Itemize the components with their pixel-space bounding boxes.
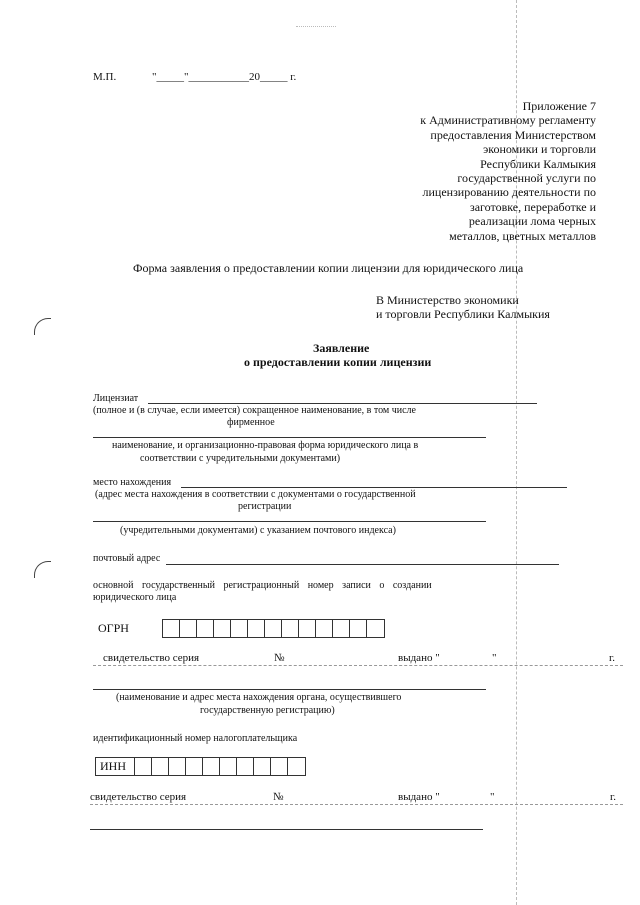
registration-authority-hint: (наименование и адрес места нахождения органа, осуществившего bbox=[116, 692, 402, 703]
certificate-series-label: свидетельство серия bbox=[103, 652, 200, 664]
certificate-date-quote: " bbox=[490, 791, 495, 803]
ogrn-digit-cell[interactable] bbox=[197, 620, 214, 637]
name-hint: наименование, и организационно-правовая форма юридического лица в bbox=[112, 440, 419, 451]
certificate-date-quote: " bbox=[492, 652, 497, 664]
appendix-line: Республики Калмыкия bbox=[480, 156, 596, 171]
location-input-line[interactable] bbox=[181, 487, 567, 488]
licensee-label: Лицензиат bbox=[93, 393, 139, 404]
ogrn-digit-cell[interactable] bbox=[163, 620, 180, 637]
registration-authority-line[interactable] bbox=[93, 689, 486, 690]
inn-digit-cell[interactable] bbox=[237, 758, 254, 775]
addressee-line-2: и торговли Республики Калмыкия bbox=[376, 307, 550, 321]
inn-digit-cell[interactable] bbox=[186, 758, 203, 775]
inn-digit-cell[interactable] bbox=[203, 758, 220, 775]
appendix-line: металлов, цветных металлов bbox=[449, 228, 596, 243]
appendix-line: лицензированию деятельности по bbox=[422, 185, 596, 200]
ogrn-digit-cell[interactable] bbox=[248, 620, 265, 637]
ogrn-digit-grid[interactable] bbox=[162, 619, 385, 638]
appendix-line: предоставления Министерством bbox=[430, 127, 596, 142]
inn-digit-cell[interactable] bbox=[220, 758, 237, 775]
form-title: Форма заявления о предоставлении копии лицензии для юридического лица bbox=[133, 261, 524, 275]
scan-mark bbox=[296, 26, 336, 27]
ogrn-digit-cell[interactable] bbox=[282, 620, 299, 637]
registration-authority-hint: государственную регистрацию) bbox=[200, 705, 335, 716]
inn-digit-cell[interactable] bbox=[169, 758, 186, 775]
certificate-year-label: г. bbox=[610, 791, 617, 803]
inn-digit-grid[interactable] bbox=[95, 757, 306, 776]
certificate-series-label: свидетельство серия bbox=[90, 791, 187, 803]
name-hint: соответствии с учредительными документами) bbox=[140, 453, 341, 464]
appendix-line: к Административному регламенту bbox=[420, 113, 596, 128]
appendix-line: заготовке, переработке и bbox=[469, 199, 596, 214]
certificate-issued-label: выдано " bbox=[398, 791, 440, 803]
appendix-block bbox=[420, 99, 596, 243]
ogrn-digit-cell[interactable] bbox=[214, 620, 231, 637]
appendix-line: экономики и торговли bbox=[483, 142, 596, 157]
licensee-hint: фирменное bbox=[227, 417, 275, 428]
ogrn-description: основной государственный регистрационный номер записи о создании bbox=[93, 580, 432, 591]
punch-hole-mark bbox=[34, 561, 51, 578]
inn-digit-cell[interactable] bbox=[254, 758, 271, 775]
document-heading: Заявление bbox=[313, 341, 370, 355]
certificate-dashed-line[interactable] bbox=[90, 804, 623, 805]
certificate-number-label: № bbox=[273, 791, 284, 803]
ogrn-label: ОГРН bbox=[98, 621, 129, 635]
inn-digit-cell[interactable] bbox=[135, 758, 152, 775]
postal-address-label: почтовый адрес bbox=[93, 553, 161, 564]
inn-label: ИНН bbox=[96, 758, 135, 775]
certificate-issued-label: выдано " bbox=[398, 652, 440, 664]
stamp-place-label: М.П. bbox=[93, 71, 117, 83]
inn-digit-cell[interactable] bbox=[271, 758, 288, 775]
inn-digit-cell[interactable] bbox=[152, 758, 169, 775]
licensee-name-line[interactable] bbox=[93, 437, 486, 438]
ogrn-digit-cell[interactable] bbox=[367, 620, 384, 637]
ogrn-digit-cell[interactable] bbox=[350, 620, 367, 637]
certificate-year-label: г. bbox=[609, 652, 616, 664]
document-subheading: о предоставлении копии лицензии bbox=[244, 355, 432, 369]
ogrn-digit-cell[interactable] bbox=[231, 620, 248, 637]
header-date: "_____"___________20_____ г. bbox=[152, 71, 297, 83]
ogrn-digit-cell[interactable] bbox=[265, 620, 282, 637]
licensee-input-line[interactable] bbox=[148, 403, 537, 404]
certificate-dashed-line[interactable] bbox=[93, 665, 623, 666]
registration-authority-line[interactable] bbox=[90, 829, 483, 830]
appendix-line: реализации лома черных bbox=[468, 214, 596, 229]
location-hint: (учредительными документами) с указанием почтового индекса) bbox=[120, 525, 396, 536]
postal-address-input-line[interactable] bbox=[166, 564, 559, 565]
inn-digit-cell[interactable] bbox=[288, 758, 305, 775]
inn-description: идентификационный номер налогоплательщика bbox=[93, 733, 298, 744]
ogrn-description: юридического лица bbox=[93, 592, 177, 603]
licensee-hint: (полное и (в случае, если имеется) сокращенное наименование, в том числе bbox=[93, 405, 416, 416]
location-hint: (адрес места нахождения в соответствии с документами о государственной bbox=[95, 489, 416, 500]
addressee-line-1: В Министерство экономики bbox=[376, 293, 519, 307]
appendix-line: Приложение 7 bbox=[522, 99, 596, 113]
location-hint: регистрации bbox=[238, 501, 292, 512]
ogrn-digit-cell[interactable] bbox=[316, 620, 333, 637]
location-label: место нахождения bbox=[93, 477, 172, 488]
ogrn-digit-cell[interactable] bbox=[333, 620, 350, 637]
ogrn-digit-cell[interactable] bbox=[180, 620, 197, 637]
appendix-line: государственной услуги по bbox=[457, 171, 596, 186]
location-continuation-line[interactable] bbox=[93, 521, 486, 522]
punch-hole-mark bbox=[34, 318, 51, 335]
certificate-number-label: № bbox=[274, 652, 285, 664]
ogrn-digit-cell[interactable] bbox=[299, 620, 316, 637]
